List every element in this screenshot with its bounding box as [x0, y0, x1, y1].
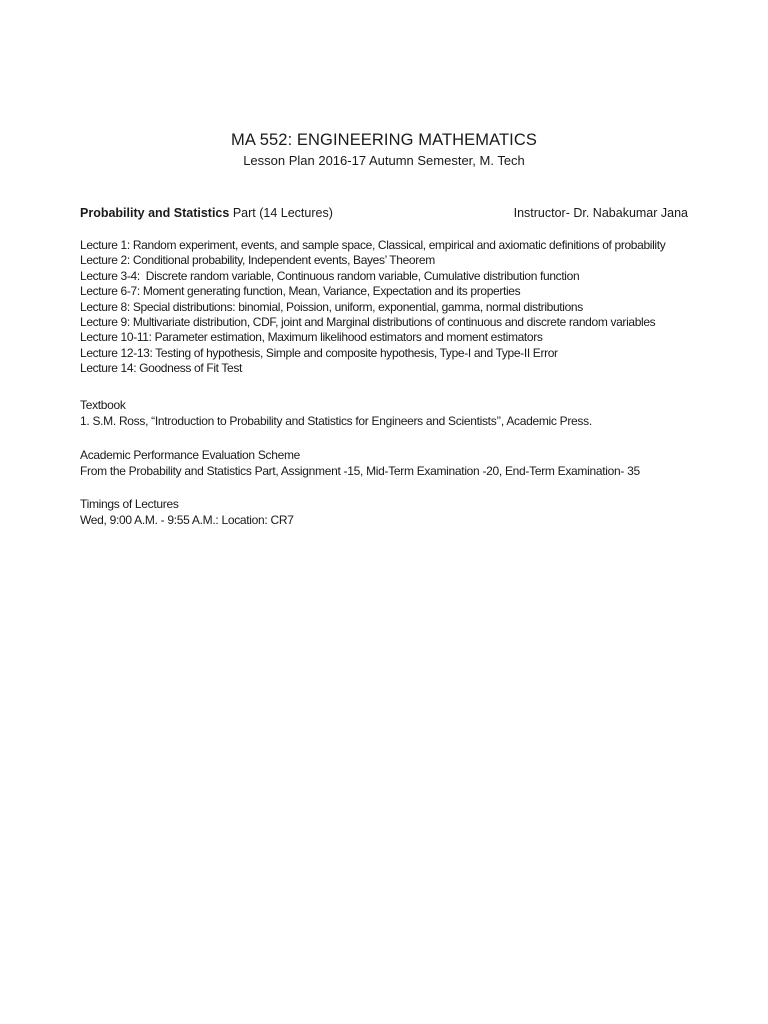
evaluation-heading: Academic Performance Evaluation Scheme	[80, 448, 301, 462]
lecture-item: Lecture 14: Goodness of Fit Test	[80, 361, 243, 376]
lecture-item: Lecture 1: Random experiment, events, and sample space, Classical, empirical and axiomatic definitions of probability	[80, 238, 666, 252]
lecture-item: Lecture 9: Multivariate distribution, CDF, joint and Marginal distributions of continuous and discrete random variables	[80, 314, 656, 329]
lecture-item: Lecture 2: Conditional probability, Independent events, Bayes’ Theorem	[80, 253, 435, 268]
lecture-item: Lecture 6-7: Moment generating function, Mean, Variance, Expectation and its properties	[80, 284, 521, 299]
lecture-list	[80, 238, 665, 377]
document-subtitle: Lesson Plan 2016-17 Autumn Semester, M. Tech	[243, 153, 525, 168]
textbook-heading: Textbook	[80, 398, 126, 412]
lecture-item: Lecture 12-13: Testing of hypothesis, Simple and composite hypothesis, Type-I and Type-II Error	[80, 345, 558, 360]
timings-text: Wed, 9:00 A.M. - 9:55 A.M.: Location: CR7	[80, 513, 294, 527]
lecture-item: Lecture 8: Special distributions: binomial, Poission, uniform, exponential, gamma, normal distributions	[80, 299, 583, 314]
textbook-section	[80, 397, 592, 429]
evaluation-section	[80, 447, 640, 479]
section-lecture-count: Part (14 Lectures)	[229, 206, 333, 220]
section-header	[80, 206, 688, 220]
document-title: MA 552: ENGINEERING MATHEMATICS	[231, 131, 537, 149]
timings-section	[80, 496, 294, 528]
textbook-item: 1. S.M. Ross, “Introduction to Probability and Statistics for Engineers and Scientists’’, Academic Press.	[80, 414, 592, 428]
lecture-item: Lecture 10-11: Parameter estimation, Maximum likelihood estimators and moment estimators	[80, 330, 543, 345]
lecture-item: Lecture 3-4: Discrete random variable, Continuous random variable, Cumulative distribution function	[80, 268, 580, 283]
timings-heading: Timings of Lectures	[80, 497, 179, 511]
instructor-name: Instructor- Dr. Nabakumar Jana	[513, 206, 688, 220]
evaluation-text: From the Probability and Statistics Part, Assignment -15, Mid-Term Examination -20, End-Term Examination- 35	[80, 464, 640, 478]
section-name: Probability and Statistics	[80, 206, 230, 220]
